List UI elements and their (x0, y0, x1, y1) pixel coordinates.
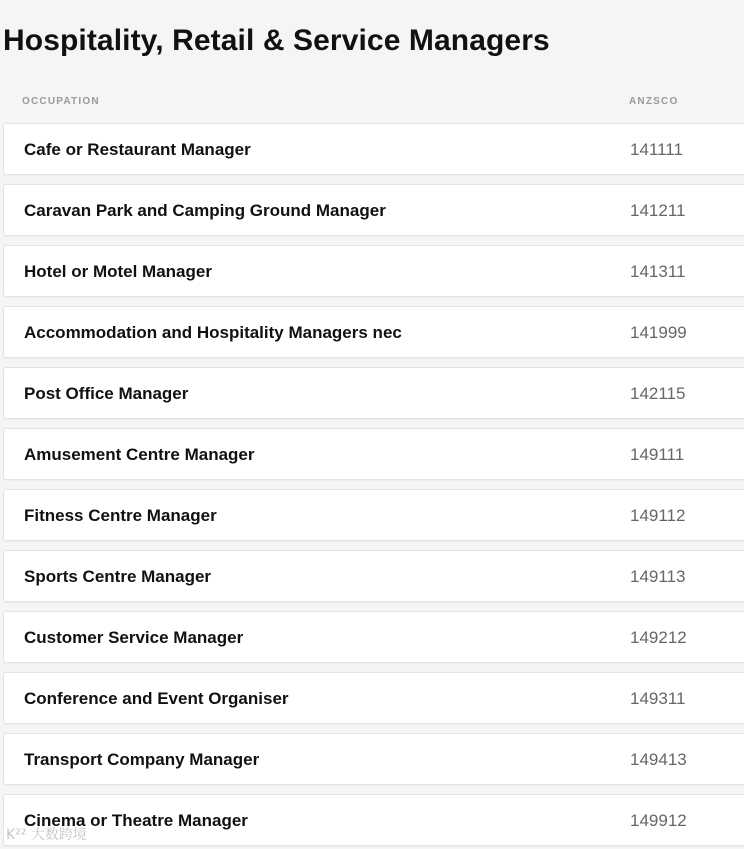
anzsco-code: 149311 (630, 689, 686, 708)
anzsco-code: 141999 (630, 323, 687, 342)
occupation-list (3, 123, 744, 849)
table-row[interactable] (3, 306, 744, 358)
anzsco-code: 141311 (630, 262, 686, 281)
occupation-name: Sports Centre Manager (24, 567, 212, 586)
table-row[interactable] (3, 794, 744, 846)
anzsco-code: 149112 (630, 506, 686, 525)
table-row[interactable] (3, 245, 744, 297)
table-header (0, 96, 744, 110)
occupation-name: Caravan Park and Camping Ground Manager (24, 201, 386, 220)
occupation-name: Post Office Manager (24, 384, 189, 403)
occupation-name: Conference and Event Organiser (24, 689, 289, 708)
occupation-name: Customer Service Manager (24, 628, 244, 647)
occupation-name: Amusement Centre Manager (24, 445, 255, 464)
anzsco-code: 141211 (630, 201, 686, 220)
table-row[interactable] (3, 550, 744, 602)
table-row[interactable] (3, 367, 744, 419)
column-header-occupation: OCCUPATION (22, 96, 100, 107)
occupation-name: Hotel or Motel Manager (24, 262, 212, 281)
page-title: Hospitality, Retail & Service Managers (3, 24, 550, 57)
anzsco-code: 149413 (630, 750, 687, 769)
watermark: K²² 大数跨境 (6, 827, 87, 843)
occupation-name: Cafe or Restaurant Manager (24, 140, 251, 159)
table-row[interactable] (3, 123, 744, 175)
anzsco-code: 149111 (630, 445, 685, 464)
table-row[interactable] (3, 428, 744, 480)
occupation-name: Transport Company Manager (24, 750, 260, 769)
table-row[interactable] (3, 733, 744, 785)
occupation-name: Cinema or Theatre Manager (24, 811, 248, 830)
anzsco-code: 141111 (630, 140, 683, 159)
anzsco-code: 142115 (630, 384, 686, 403)
table-row[interactable] (3, 672, 744, 724)
anzsco-code: 149912 (630, 811, 687, 830)
occupation-name: Accommodation and Hospitality Managers nec (24, 323, 402, 342)
table-row[interactable] (3, 184, 744, 236)
column-header-anzsco: ANZSCO (629, 96, 679, 107)
anzsco-code: 149212 (630, 628, 687, 647)
anzsco-code: 149113 (630, 567, 686, 586)
occupation-name: Fitness Centre Manager (24, 506, 217, 525)
table-row[interactable] (3, 611, 744, 663)
table-row[interactable] (3, 489, 744, 541)
